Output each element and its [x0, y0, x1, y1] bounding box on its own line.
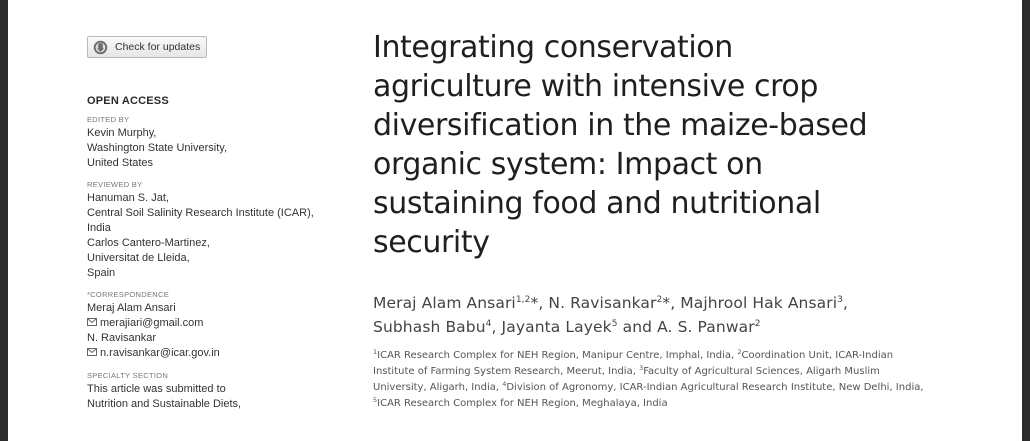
correspondent-email-link[interactable]: n.ravisankar@icar.gov.in [100, 346, 220, 359]
open-access-label: OPEN ACCESS [87, 94, 169, 107]
correspondent-email-row [87, 346, 357, 361]
article-title-line: diversification in the maize-based [373, 108, 868, 143]
author-affiliation-sup: 3 [837, 295, 843, 305]
author-name[interactable]: Subhash Babu [373, 318, 486, 336]
check-updates-icon [93, 40, 108, 55]
specialty-line: Nutrition and Sustainable Diets, [87, 397, 242, 410]
check-for-updates-label: Check for updates [115, 41, 201, 53]
author-name[interactable]: Jayanta Layek [501, 318, 612, 336]
correspondent-name: Meraj Alam Ansari [87, 301, 176, 314]
author-affiliation-sup: 4 [485, 319, 492, 329]
specialty-section [87, 371, 357, 412]
affiliation-sup: 1 [373, 348, 378, 356]
affiliation-text: Coordination Unit, ICAR-Indian Institute of Farming System Research, Meerut, India, [373, 350, 894, 377]
author-affiliation-sup: 2 [754, 319, 761, 329]
author-name[interactable]: N. Ravisankar [548, 294, 657, 312]
editor-country: United States [87, 156, 154, 169]
author-separator: and [617, 318, 658, 336]
affiliation-text: ICAR Research Complex for NEH Region, Meghalaya, India [377, 398, 668, 409]
affiliation-sup: 4 [502, 380, 507, 388]
article-title-line: agriculture with intensive crop [373, 69, 819, 104]
author-name[interactable]: Majhrool Hak Ansari [680, 294, 838, 312]
author-separator: , [842, 294, 848, 312]
check-for-updates-button[interactable] [87, 36, 207, 58]
editor-affiliation: Washington State University, [87, 141, 228, 154]
reviewer-line: Hanuman S. Jat, [87, 191, 169, 204]
article-main [373, 28, 1013, 412]
reviewed-by-heading: REVIEWED BY [87, 179, 143, 189]
author-name[interactable]: Meraj Alam Ansari [373, 294, 516, 312]
author-affiliation-sup: 1,2 [515, 295, 531, 305]
reviewer-line: India [87, 221, 111, 234]
reviewer-line: Carlos Cantero-Martinez, [87, 236, 210, 249]
correspondence-heading: *CORRESPONDENCE [87, 289, 170, 299]
affiliation-sup: 2 [737, 348, 742, 356]
article-title-line: security [373, 225, 490, 260]
article-sidebar [87, 36, 357, 412]
affiliation-sup: 3 [639, 364, 644, 372]
author-list [373, 291, 1013, 339]
author-mark: * [662, 294, 671, 312]
author-affiliation-sup: 5 [611, 319, 618, 329]
reviewer-line: Universitat de Lleida, [87, 251, 190, 264]
article-title-line: Integrating conservation [373, 30, 733, 65]
reviewer-line: Spain [87, 266, 116, 279]
mail-icon [87, 318, 97, 326]
author-name[interactable]: A. S. Panwar [657, 318, 755, 336]
affiliations [373, 348, 933, 412]
specialty-heading: SPECIALTY SECTION [87, 370, 169, 380]
correspondence-section [87, 290, 357, 361]
correspondent-email-link[interactable]: merajiari@gmail.com [100, 316, 204, 329]
specialty-line: This article was submitted to [87, 382, 226, 395]
affiliation-sup: 5 [373, 396, 378, 404]
author-mark: * [530, 294, 539, 312]
article-title-line: sustaining food and nutritional [373, 186, 821, 221]
author-separator: , [670, 294, 681, 312]
author-affiliation-sup: 2 [656, 295, 663, 305]
edited-by-heading: EDITED BY [87, 114, 130, 124]
affiliation-text: Division of Agronomy, ICAR-Indian Agricultural Research Institute, New Delhi, India, [506, 382, 924, 393]
author-separator: , [491, 318, 502, 336]
affiliation-text: ICAR Research Complex for NEH Region, Manipur Centre, Imphal, India, [377, 350, 738, 361]
affiliation-text: Faculty of Agricultural Sciences, Aligarh Muslim University, Aligarh, India, [373, 366, 880, 393]
mail-icon [87, 348, 97, 356]
article-page [8, 0, 1022, 441]
article-title-line: organic system: Impact on [373, 147, 763, 182]
edited-by-section [87, 115, 357, 171]
article-title [373, 28, 1013, 262]
correspondent-email-row [87, 316, 357, 331]
correspondent-name: N. Ravisankar [87, 331, 157, 344]
reviewed-by-section [87, 180, 357, 281]
author-separator: , [538, 294, 549, 312]
reviewer-line: Central Soil Salinity Research Institute (ICAR), [87, 206, 314, 219]
editor-name: Kevin Murphy, [87, 126, 157, 139]
